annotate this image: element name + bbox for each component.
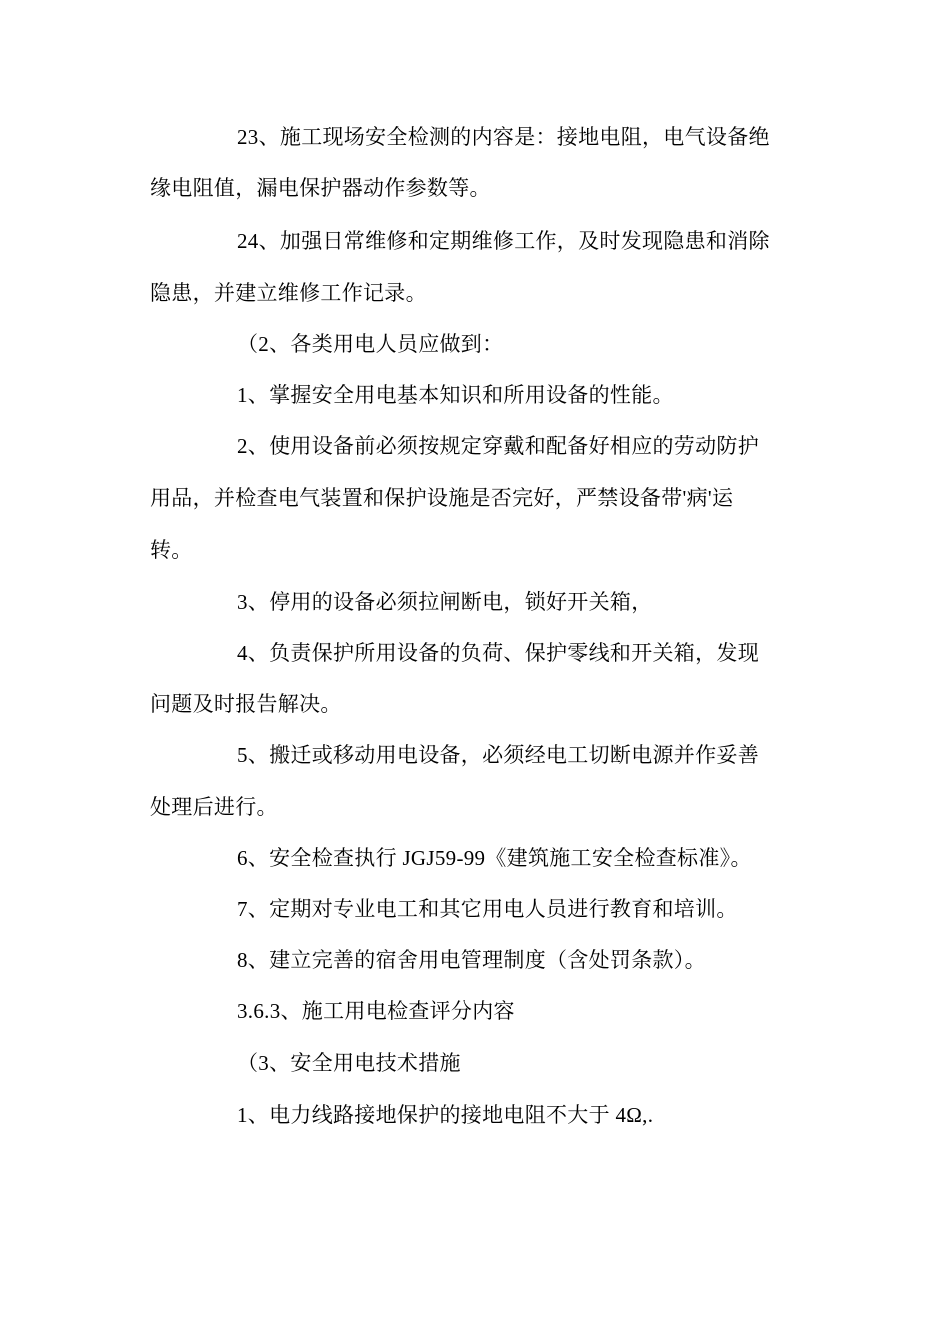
section-3-heading: （3、安全用电技术措施 — [237, 1051, 461, 1075]
item-5-line-2: 处理后进行。 — [150, 795, 278, 819]
section-3-6-3-heading: 3.6.3、施工用电检查评分内容 — [237, 999, 515, 1023]
item-1: 1、掌握安全用电基本知识和所用设备的性能。 — [237, 383, 674, 407]
item-4-line-1: 4、负责保护所用设备的负荷、保护零线和开关箱，发现 — [237, 641, 759, 665]
paragraph-23-line-1: 23、施工现场安全检测的内容是：接地电阻，电气设备绝 — [237, 125, 770, 149]
item-8: 8、建立完善的宿舍用电管理制度（含处罚条款）。 — [237, 948, 706, 972]
item-7: 7、定期对专业电工和其它用电人员进行教育和培训。 — [237, 897, 738, 921]
item-2-line-1: 2、使用设备前必须按规定穿戴和配备好相应的劳动防护 — [237, 434, 759, 458]
item-6: 6、安全检查执行 JGJ59-99《建筑施工安全检查标准》。 — [237, 846, 752, 870]
item-2-line-2: 用品，并检查电气装置和保护设施是否完好，严禁设备带'病'运 — [150, 486, 734, 510]
item-5-line-1: 5、搬迁或移动用电设备，必须经电工切断电源并作妥善 — [237, 743, 759, 767]
paragraph-24-line-2: 隐患，并建立维修工作记录。 — [150, 281, 427, 305]
measure-item-1: 1、电力线路接地保护的接地电阻不大于 4Ω,. — [237, 1103, 654, 1127]
paragraph-24-line-1: 24、加强日常维修和定期维修工作，及时发现隐患和消除 — [237, 229, 770, 253]
item-3: 3、停用的设备必须拉闸断电，锁好开关箱， — [237, 590, 653, 614]
section-2-heading: （2、各类用电人员应做到： — [237, 332, 504, 356]
item-2-line-3: 转。 — [150, 538, 193, 562]
item-4-line-2: 问题及时报告解决。 — [150, 692, 342, 716]
paragraph-23-line-2: 缘电阻值，漏电保护器动作参数等。 — [150, 176, 491, 200]
